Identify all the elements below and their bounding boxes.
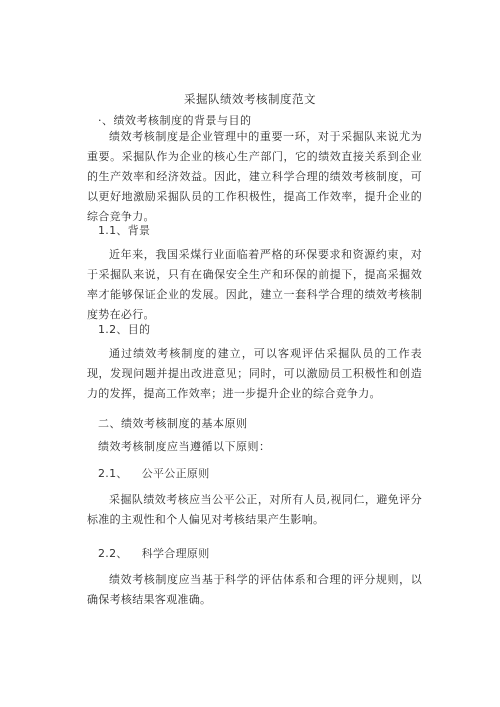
subheading-2-2	[98, 545, 210, 561]
section2-heading: 二、绩效考核制度的基本原则	[98, 417, 248, 430]
section1-heading: ·、绩效考核制度的背景与目的	[98, 114, 252, 127]
subheading-1-1: 1.1、背景	[98, 224, 151, 237]
paragraph-1-2: 通过绩效考核制度的建立，可以客观评估采掘队员的工作表现，发现问题并提出改进意见；同时，可以激励员工积极性和创造力的发挥，提高工作效率；进一步提升企业的综合竞争力。	[87, 347, 422, 400]
section2-intro: 绩效考核制度应当遵循以下原则：	[98, 440, 271, 453]
paragraph-2-2: 绩效考核制度应当基于科学的评估体系和合理的评分规则，以确保考核结果客观准确。	[87, 573, 422, 606]
subheading-2-2-number: 2.2、	[98, 547, 128, 560]
paragraph-2-1: 采掘队绩效考核应当公平公正，对所有人员,视同仁，避免评分标准的主观性和个人偏见对考核结果产生影响。	[87, 493, 422, 526]
subheading-2-2-label: 科学合理原则	[141, 547, 210, 560]
intro-paragraph: 绩效考核制度是企业管理中的重要一环，对于采掘队来说尤为重要。采掘队作为企业的核心生产部门，它的绩效直接关系到企业的生产效率和经济效益。因此，建立科学合理的绩效考核制度，可以更好地激励采掘队员的工作积极性，提高工作效率，提升企业的综合竞争力。	[87, 130, 422, 223]
document-title: 采掘队绩效考核制度范文	[184, 92, 316, 106]
subheading-2-1-label: 公平公正原则	[141, 467, 210, 480]
paragraph-1-1: 近年来，我国采煤行业面临着严格的环保要求和资源约束，对于采掘队来说，只有在确保安全生产和环保的前提下，提高采掘效率才能够保证企业的发展。因此，建立一套科学合理的绩效考核制度势在必行。	[87, 248, 422, 321]
subheading-2-1-number: 2.1、	[98, 467, 128, 480]
subheading-2-1	[98, 465, 210, 481]
subheading-1-2: 1.2、目的	[98, 323, 151, 336]
